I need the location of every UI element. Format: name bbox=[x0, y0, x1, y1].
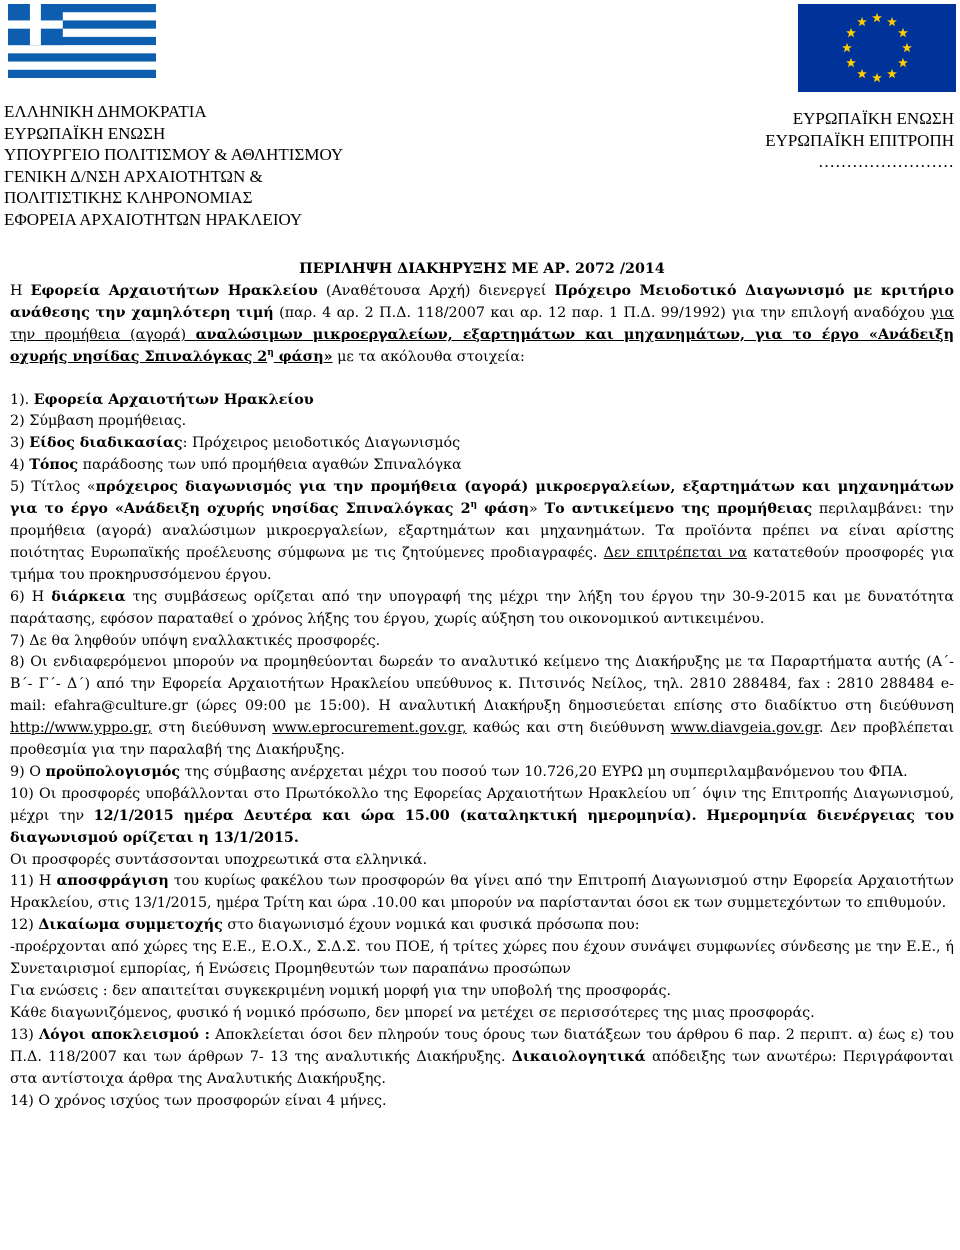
document-title: ΠΕΡΙΛΗΨΗ ΔΙΑΚΗΡΥΞΗΣ ΜΕ ΑΡ. 2072 /2014 bbox=[299, 261, 665, 277]
item-5: 5) Τίτλος «πρόχειρος διαγωνισμός για την προμήθεια (αγορά) μικροεργαλείων, εξαρτημάτων και μηχανημάτων για το έργο «Ανάδειξη οχυρής νησίδας Σπιναλόγκας $2^\eta$ φάση» Το αντικείμενο της προμήθειας περιλαμβάνει: την προμήθεια (αγορά) αναλώσιμων μικροεργαλείων, εξαρτημάτων και μηχανημάτων. Τα προϊόντα πρέπει να είναι αρίστης ποιότητας Ευρωπαϊκής προέλευσης σύμφωνα με τις ζητούμενες προδιαγραφές. Δεν επιτρέπεται να κατατεθούν προσφορές για τμήμα του προκηρυσσόμενου έργου. bbox=[10, 479, 954, 583]
issuer-block bbox=[4, 101, 524, 230]
item-12-unions: Για ενώσεις : δεν απαιτείται συγκεκριμένη νομική μορφή για την υποβολή της προσφοράς. bbox=[10, 983, 672, 999]
issuer-line: ΕΛΛΗΝΙΚΗ ΔΗΜΟΚΡΑΤΙΑ bbox=[4, 102, 207, 121]
issuer-line: ΕΦΟΡΕΙΑ ΑΡΧΑΙΟΤΗΤΩΝ ΗΡΑΚΛΕΙΟΥ bbox=[4, 209, 303, 229]
item-2: 2) Σύμβαση προμήθειας. bbox=[10, 413, 187, 430]
intro-paragraph: Η Εφορεία Αρχαιοτήτων Ηρακλείου (Αναθέτουσα Αρχή) διενεργεί Πρόχειρο Μειοδοτικό Διαγωνισμό με κριτήριο ανάθεσης την χαμηλότερη τιμή (παρ. 4 αρ. 2 Π.Δ. 118/2007 και αρ. 12 παρ. 1 Π.Δ. 99/1992) για την επιλογή αναδόχου για την προμήθεια (αγορά) αναλώσιμων μικροεργαλείων, εξαρτημάτων και μηχανημάτων, για το έργο «Ανάδειξη οχυρής νησίδας Σπιναλόγκας $2^\eta$ φάση» με τα ακόλουθα στοιχεία: bbox=[10, 282, 954, 365]
item-9: 9) Ο προϋπολογισμός της σύμβασης ανέρχεται μέχρι του ποσού των 10.726,20 ΕΥΡΩ μη συμπεριλαμβανόμενου του ΦΠΑ. bbox=[10, 763, 908, 780]
link-eprocurement[interactable]: www.eprocurement.gov.gr, bbox=[272, 720, 467, 737]
eu-placeholder: …………………… bbox=[818, 152, 954, 171]
issuer-line: ΓΕΝΙΚΗ Δ/ΝΣΗ ΑΡΧΑΙΟΤΗΤΩΝ & bbox=[4, 166, 263, 186]
item-1: 1). Εφορεία Αρχαιοτήτων Ηρακλείου bbox=[10, 391, 314, 408]
issuer-line: ΠΟΛΙΤΙΣΤΙΚΗΣ ΚΛΗΡΟΝΟΜΙΑΣ bbox=[4, 188, 253, 207]
item-3: 3) Είδος διαδικασίας: Πρόχειρος μειοδοτικός Διαγωνισμός bbox=[10, 435, 461, 452]
eu-line: ΕΥΡΩΠΑΪΚΗ ΕΝΩΣΗ bbox=[792, 109, 954, 128]
greek-flag-icon bbox=[8, 4, 156, 78]
eu-line: ΕΥΡΩΠΑΪΚΗ ΕΠΙΤΡΟΠΗ bbox=[765, 130, 954, 150]
eu-flag-icon bbox=[798, 4, 956, 92]
item-10: 10) Οι προσφορές υποβάλλονται στο Πρωτόκολλο της Εφορείας Αρχαιοτήτων Ηρακλείου υπ΄ όψιν της Επιτροπής Διαγωνισμού, μέχρι την 12/1/2015 ημέρα Δευτέρα και ώρα 15.00 (καταληκτική ημερομηνία). Ημερομηνία διενέργειας του διαγωνισμού ορίζεται η 13/1/2015. bbox=[10, 785, 954, 846]
eu-block bbox=[765, 108, 954, 173]
item-6: 6) Η διάρκεια της συμβάσεως ορίζεται από την υπογραφή της μέχρι την λήξη του έργου την 30-9-2015 και με δυνατότητα παράτασης, εφόσον παραταθεί ο χρόνος λήξης του έργου, χωρίς αύξηση του οικονομικού αντικειμένου. bbox=[10, 588, 955, 627]
item-7: 7) Δε θα ληφθούν υπόψη εναλλακτικές προσφορές. bbox=[10, 632, 381, 649]
link-diavgeia[interactable]: www.diavgeia.gov.gr bbox=[670, 720, 820, 737]
item-12-single-offer: Κάθε διαγωνιζόμενος, φυσικό ή νομικό πρόσωπο, δεν μπορεί να μετέχει σε περισσότερες της μιας προσφοράς. bbox=[10, 1004, 815, 1021]
item-10-language: Οι προσφορές συντάσσονται υποχρεωτικά στα ελληνικά. bbox=[10, 851, 428, 868]
item-14: 14) Ο χρόνος ισχύος των προσφορών είναι 4 μήνες. bbox=[10, 1092, 387, 1109]
item-12-countries: -προέρχονται από χώρες της Ε.Ε., Ε.Ο.Χ., Σ.Δ.Σ. του ΠΟΕ, ή τρίτες χώρες που έχουν συνάψει συμφωνίες σύνδεσης με την Ε.Ε., ή Συνεταιρισμοί εμπορίας, ή Ενώσεις Προμηθευτών των παραπάνω προσώπων bbox=[10, 939, 954, 978]
item-12: 12) Δικαίωμα συμμετοχής στο διαγωνισμό έχουν νομικά και φυσικά πρόσωπα που: bbox=[10, 917, 640, 934]
item-11: 11) Η αποσφράγιση του κυρίως φακέλου των προσφορών θα γίνει από την Επιτροπή Διαγωνισμού στην Εφορεία Αρχαιοτήτων Ηρακλείου, στις 13/1/2015, ημέρα Τρίτη και ώρα .10.00 και μπορούν να παρίστανται όσοι εκ των συμμετεχόντων το επιθυμούν. bbox=[10, 873, 955, 912]
issuer-line: ΕΥΡΩΠΑΪΚΗ ΕΝΩΣΗ bbox=[4, 123, 166, 143]
issuer-line: ΥΠΟΥΡΓΕΙΟ ΠΟΛΙΤΙΣΜΟΥ & ΑΘΛΗΤΙΣΜΟΥ bbox=[4, 145, 344, 164]
item-4: 4) Τόπος παράδοσης των υπό προμήθεια αγαθών Σπιναλόγκα bbox=[10, 457, 462, 474]
document-body bbox=[10, 259, 954, 1112]
link-yppo[interactable]: http://www.yppo.gr, bbox=[10, 720, 153, 737]
item-8: 8) Οι ενδιαφερόμενοι μπορούν να προμηθεύονται δωρεάν το αναλυτικό κείμενο της Διακήρυξης με τα Παραρτήματα αυτής (Α΄- Β΄- Γ΄- Δ΄) από την Εφορεία Αρχαιοτήτων Ηρακλείου υπεύθυνος κ. Πιτσινός Νείλος, τηλ. 2810 288484, fax : 2810 288484 e-mail: efahra@culture.gr (ώρες 09:00 με 15:00). Η αναλυτική Διακήρυξη δημοσιεύεται επίσης στο διαδίκτυο στη διεύθυνση http://www.yppo.gr, στη διεύθυνση www.eprocurement.gov.gr, καθώς και στη διεύθυνση www.diavgeia.gov.gr. Δεν προβλέπεται προθεσμία για την παραλαβή της Διακήρυξης. bbox=[10, 654, 954, 759]
item-13: 13) Λόγοι αποκλεισμού : Αποκλείεται όσοι δεν πληρούν τους όρους των διατάξεων του άρθρου 6 παρ. 2 περιπτ. α) έως ε) του Π.Δ. 118/2007 και των άρθρων 7- 13 της αναλυτικής Διακήρυξης. Δικαιολογητικά απόδειξης των ανωτέρω: Περιγράφονται στα αντίστοιχα άρθρα της Αναλυτικής Διακήρυξης. bbox=[10, 1026, 954, 1087]
